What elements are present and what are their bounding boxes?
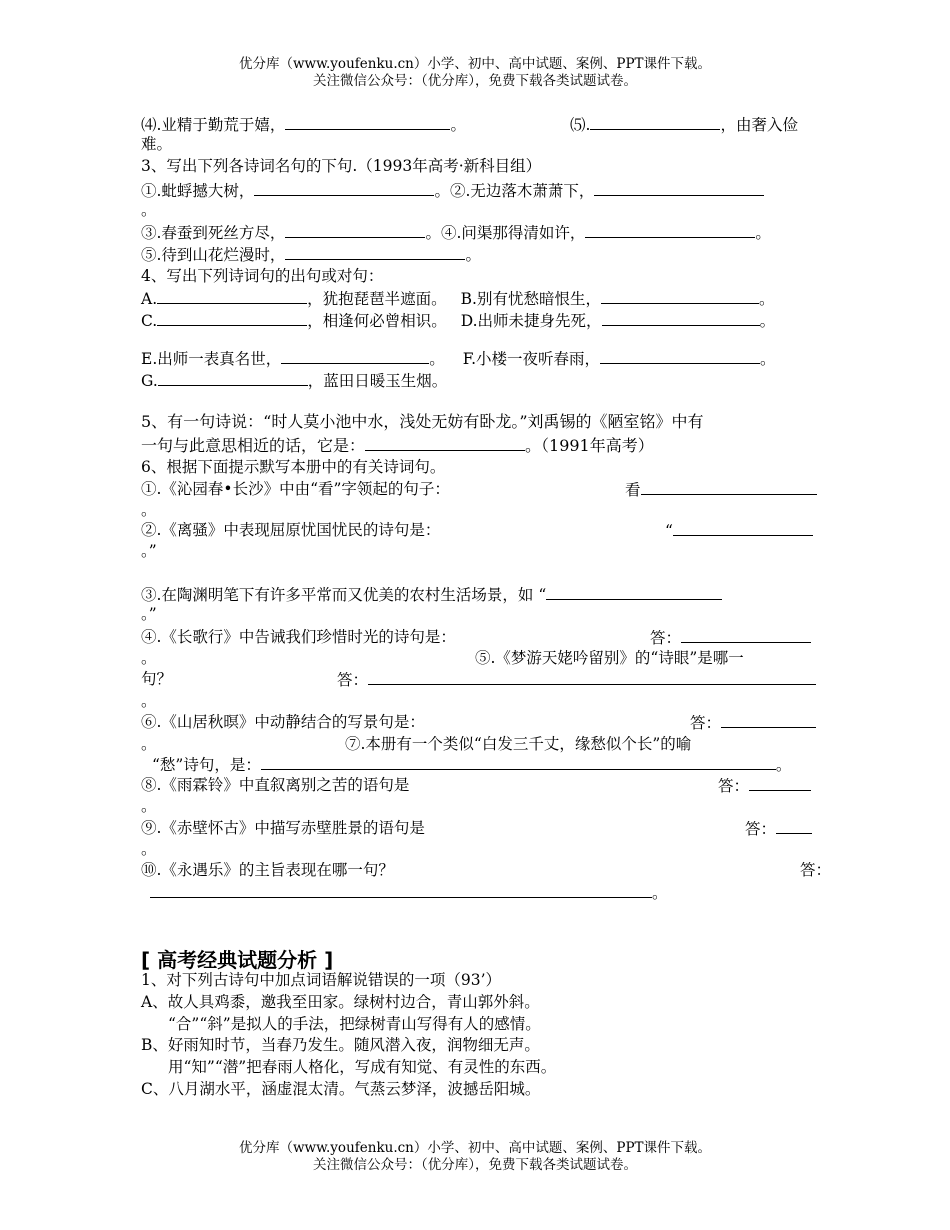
q4-e: E.出师一表真名世， bbox=[141, 350, 282, 368]
analysis-option-b-note: 用“知”“潜”把春雨人格化，写成有知觉、有灵性的东西。 bbox=[168, 1058, 557, 1076]
blank bbox=[600, 348, 760, 364]
answer-label: 答： bbox=[745, 820, 777, 838]
blank bbox=[776, 818, 812, 834]
q6-item-9: ⑨.《赤壁怀古》中描写赤壁胜景的语句是 bbox=[141, 819, 425, 837]
answer-label: 答： bbox=[690, 714, 722, 732]
answer-label: 答： bbox=[337, 671, 369, 689]
blank bbox=[285, 114, 450, 130]
q2-line bbox=[141, 114, 466, 135]
q6-title: 6、根据下面提示默写本册中的有关诗词句。 bbox=[141, 458, 446, 476]
q5-line-2 bbox=[141, 435, 654, 456]
blank bbox=[594, 180, 764, 196]
answer-label: 答： bbox=[650, 629, 682, 647]
q6-item-9-answer bbox=[745, 818, 812, 839]
q6-item-2-tail: 。” bbox=[141, 542, 157, 560]
blank bbox=[157, 288, 307, 304]
q4-g-pre: G. bbox=[141, 372, 158, 390]
q6-item-7-line-2 bbox=[152, 754, 791, 775]
blank bbox=[601, 288, 759, 304]
dot: 。 bbox=[652, 884, 668, 902]
blank bbox=[254, 180, 434, 196]
blank bbox=[158, 370, 308, 386]
answer-label: 答： bbox=[718, 777, 750, 795]
blank bbox=[721, 712, 816, 728]
q4-c-pre: C. bbox=[141, 312, 158, 330]
footer-line-2: 关注微信公众号：（优分库），免费下载各类试题试卷。 bbox=[313, 1157, 637, 1173]
blank bbox=[157, 310, 307, 326]
q6-item-4: ④.《长歌行》中告诫我们珍惜时光的诗句是： bbox=[141, 628, 456, 646]
q4-c-post: ，相逢何必曾相识。 bbox=[307, 312, 447, 330]
q4-title: 4、写出下列诗词句的出句或对句： bbox=[141, 267, 384, 285]
header-line-1: 优分库（www.youfenku.cn）小学、初中、高中试题、案例、PPT课件下载。 bbox=[238, 56, 712, 72]
q4-b: B.别有忧愁暗恨生， bbox=[460, 290, 601, 308]
dot: 。 bbox=[141, 649, 157, 667]
q6-item-7-b: “愁”诗句，是： bbox=[152, 756, 261, 774]
dot: 。 bbox=[450, 116, 466, 134]
q4-line-ef bbox=[141, 348, 776, 369]
q3-line-2 bbox=[141, 222, 771, 243]
q4-line-ab bbox=[141, 288, 774, 309]
dot: 。 bbox=[429, 350, 445, 368]
q4-line-g bbox=[141, 370, 447, 391]
q6-item-3 bbox=[141, 584, 722, 605]
q2-item5-tail: ，由奢入俭 bbox=[720, 116, 798, 134]
footer-line-1: 优分库（www.youfenku.cn）小学、初中、高中试题、案例、PPT课件下载。 bbox=[238, 1140, 712, 1156]
q6-item-4-answer bbox=[650, 627, 811, 648]
q6-item-5-b: 句？ bbox=[141, 670, 173, 688]
q6-item-7: ⑦.本册有一个类似“白发三千丈，缘愁似个长”的喻 bbox=[345, 735, 692, 753]
blank bbox=[368, 669, 816, 685]
q6-item-10-answer-label: 答： bbox=[800, 861, 832, 879]
blank bbox=[673, 520, 813, 536]
blank bbox=[585, 222, 755, 238]
analysis-q1: 1、对下列古诗句中加点词语解说错误的一项（93’） bbox=[141, 971, 502, 989]
blank bbox=[281, 348, 429, 364]
analysis-option-a-note: “合”“斜”是拟人的手法，把绿树青山写得有人的感情。 bbox=[168, 1015, 541, 1033]
dot: 。 bbox=[759, 312, 776, 330]
blank bbox=[749, 775, 811, 791]
dot: 。 bbox=[141, 692, 157, 710]
q4-d: D.出师未捷身先死， bbox=[460, 312, 602, 330]
header-line-2: 关注微信公众号：（优分库），免费下载各类试题试卷。 bbox=[313, 73, 637, 89]
q6-item-3-tail: 。” bbox=[141, 605, 157, 623]
q3-d: 。④.问渠那得清如许， bbox=[425, 224, 586, 242]
q6-item-2: ②.《离骚》中表现屈原忧国忧民的诗句是： bbox=[141, 521, 441, 539]
answer-prefix: 看 bbox=[625, 481, 641, 499]
q3-title: 3、写出下列各诗词名句的下句.（1993年高考·新科目组） bbox=[141, 157, 542, 175]
section-title: [ 高考经典试题分析 ] bbox=[141, 948, 334, 972]
q4-a-pre: A. bbox=[141, 290, 158, 308]
dot: 。 bbox=[141, 735, 157, 753]
blank bbox=[602, 310, 760, 326]
q2-item4: ⑷.业精于勤荒于嬉， bbox=[141, 116, 286, 134]
q5-line-2a: 一句与此意思相近的话，它是： bbox=[141, 436, 366, 455]
dot: 。 bbox=[760, 350, 776, 368]
dot: 。 bbox=[758, 290, 775, 308]
q5-line-2b: 。（1991年高考） bbox=[525, 436, 654, 455]
blank bbox=[641, 479, 817, 495]
page-header bbox=[0, 56, 950, 90]
q5-line-1: 5、有一句诗说：“时人莫小池中水，浅处无妨有卧龙。”刘禹锡的《陋室铭》中有 bbox=[141, 412, 704, 431]
q2-line-right bbox=[570, 114, 798, 135]
blank bbox=[681, 627, 811, 643]
q6-item-1-answer bbox=[625, 479, 817, 500]
blank bbox=[546, 584, 722, 600]
answer-prefix: “ bbox=[665, 522, 673, 540]
q4-a-post: ，犹抱琵琶半遮面。 bbox=[307, 290, 447, 308]
blank bbox=[285, 244, 465, 260]
page-footer bbox=[0, 1140, 950, 1174]
q3-e: ⑤.待到山花烂漫时， bbox=[141, 246, 286, 264]
analysis-option-c: C、八月湖水平，涵虚混太清。气蒸云梦泽，波撼岳阳城。 bbox=[141, 1080, 541, 1098]
dot: 。 bbox=[141, 840, 157, 858]
q3-a: ①.蚍蜉撼大树， bbox=[141, 182, 255, 200]
blank bbox=[285, 222, 425, 238]
analysis-option-b: B、好雨知时节，当春乃发生。随风潜入夜，润物细无声。 bbox=[141, 1036, 540, 1054]
q2-wrap: 难。 bbox=[141, 135, 173, 153]
analysis-option-a: A、故人具鸡黍，邀我至田家。绿树村边合，青山郭外斜。 bbox=[141, 993, 540, 1011]
q4-g-post: ，蓝田日暖玉生烟。 bbox=[307, 372, 448, 390]
dot: 。 bbox=[141, 797, 157, 815]
q4-f: F.小楼一夜听春雨， bbox=[462, 350, 601, 368]
q2-item5: ⑸. bbox=[570, 116, 591, 134]
q6-item-5-answer bbox=[337, 669, 816, 690]
q6-item-8: ⑧.《雨霖铃》中直叙离别之苦的语句是 bbox=[141, 776, 410, 794]
blank bbox=[590, 114, 720, 130]
q6-item-10-answer bbox=[150, 882, 668, 903]
q6-item-10: ⑩.《永遇乐》的主旨表现在哪一句？ bbox=[141, 861, 394, 879]
q6-item-6-answer bbox=[690, 712, 816, 733]
q6-item-2-answer bbox=[665, 520, 813, 541]
q3-c: ③.春蚕到死丝方尽， bbox=[141, 224, 286, 242]
blank bbox=[150, 882, 652, 898]
q3-b: 。②.无边落木萧萧下， bbox=[434, 182, 595, 200]
dot: 。 bbox=[465, 246, 481, 264]
dot: 。 bbox=[775, 756, 792, 774]
q6-item-8-answer bbox=[718, 775, 811, 796]
q3-line-1 bbox=[141, 180, 764, 201]
dot: 。 bbox=[141, 501, 157, 519]
dot: 。 bbox=[755, 224, 771, 242]
q6-item-5: ⑤.《梦游天姥吟留别》的“诗眼”是哪一 bbox=[475, 649, 744, 667]
dot: 。 bbox=[141, 201, 157, 219]
q4-line-cd bbox=[141, 310, 775, 331]
q6-item-6: ⑥.《山居秋暝》中动静结合的写景句是： bbox=[141, 713, 425, 731]
q3-line-3 bbox=[141, 244, 481, 265]
blank bbox=[365, 435, 525, 451]
blank bbox=[261, 754, 776, 770]
q6-item-3-text: ③.在陶渊明笔下有许多平常而又优美的农村生活场景，如 “ bbox=[141, 586, 547, 604]
q6-item-1: ①.《沁园春•长沙》中由“看”字领起的句子： bbox=[141, 480, 450, 498]
